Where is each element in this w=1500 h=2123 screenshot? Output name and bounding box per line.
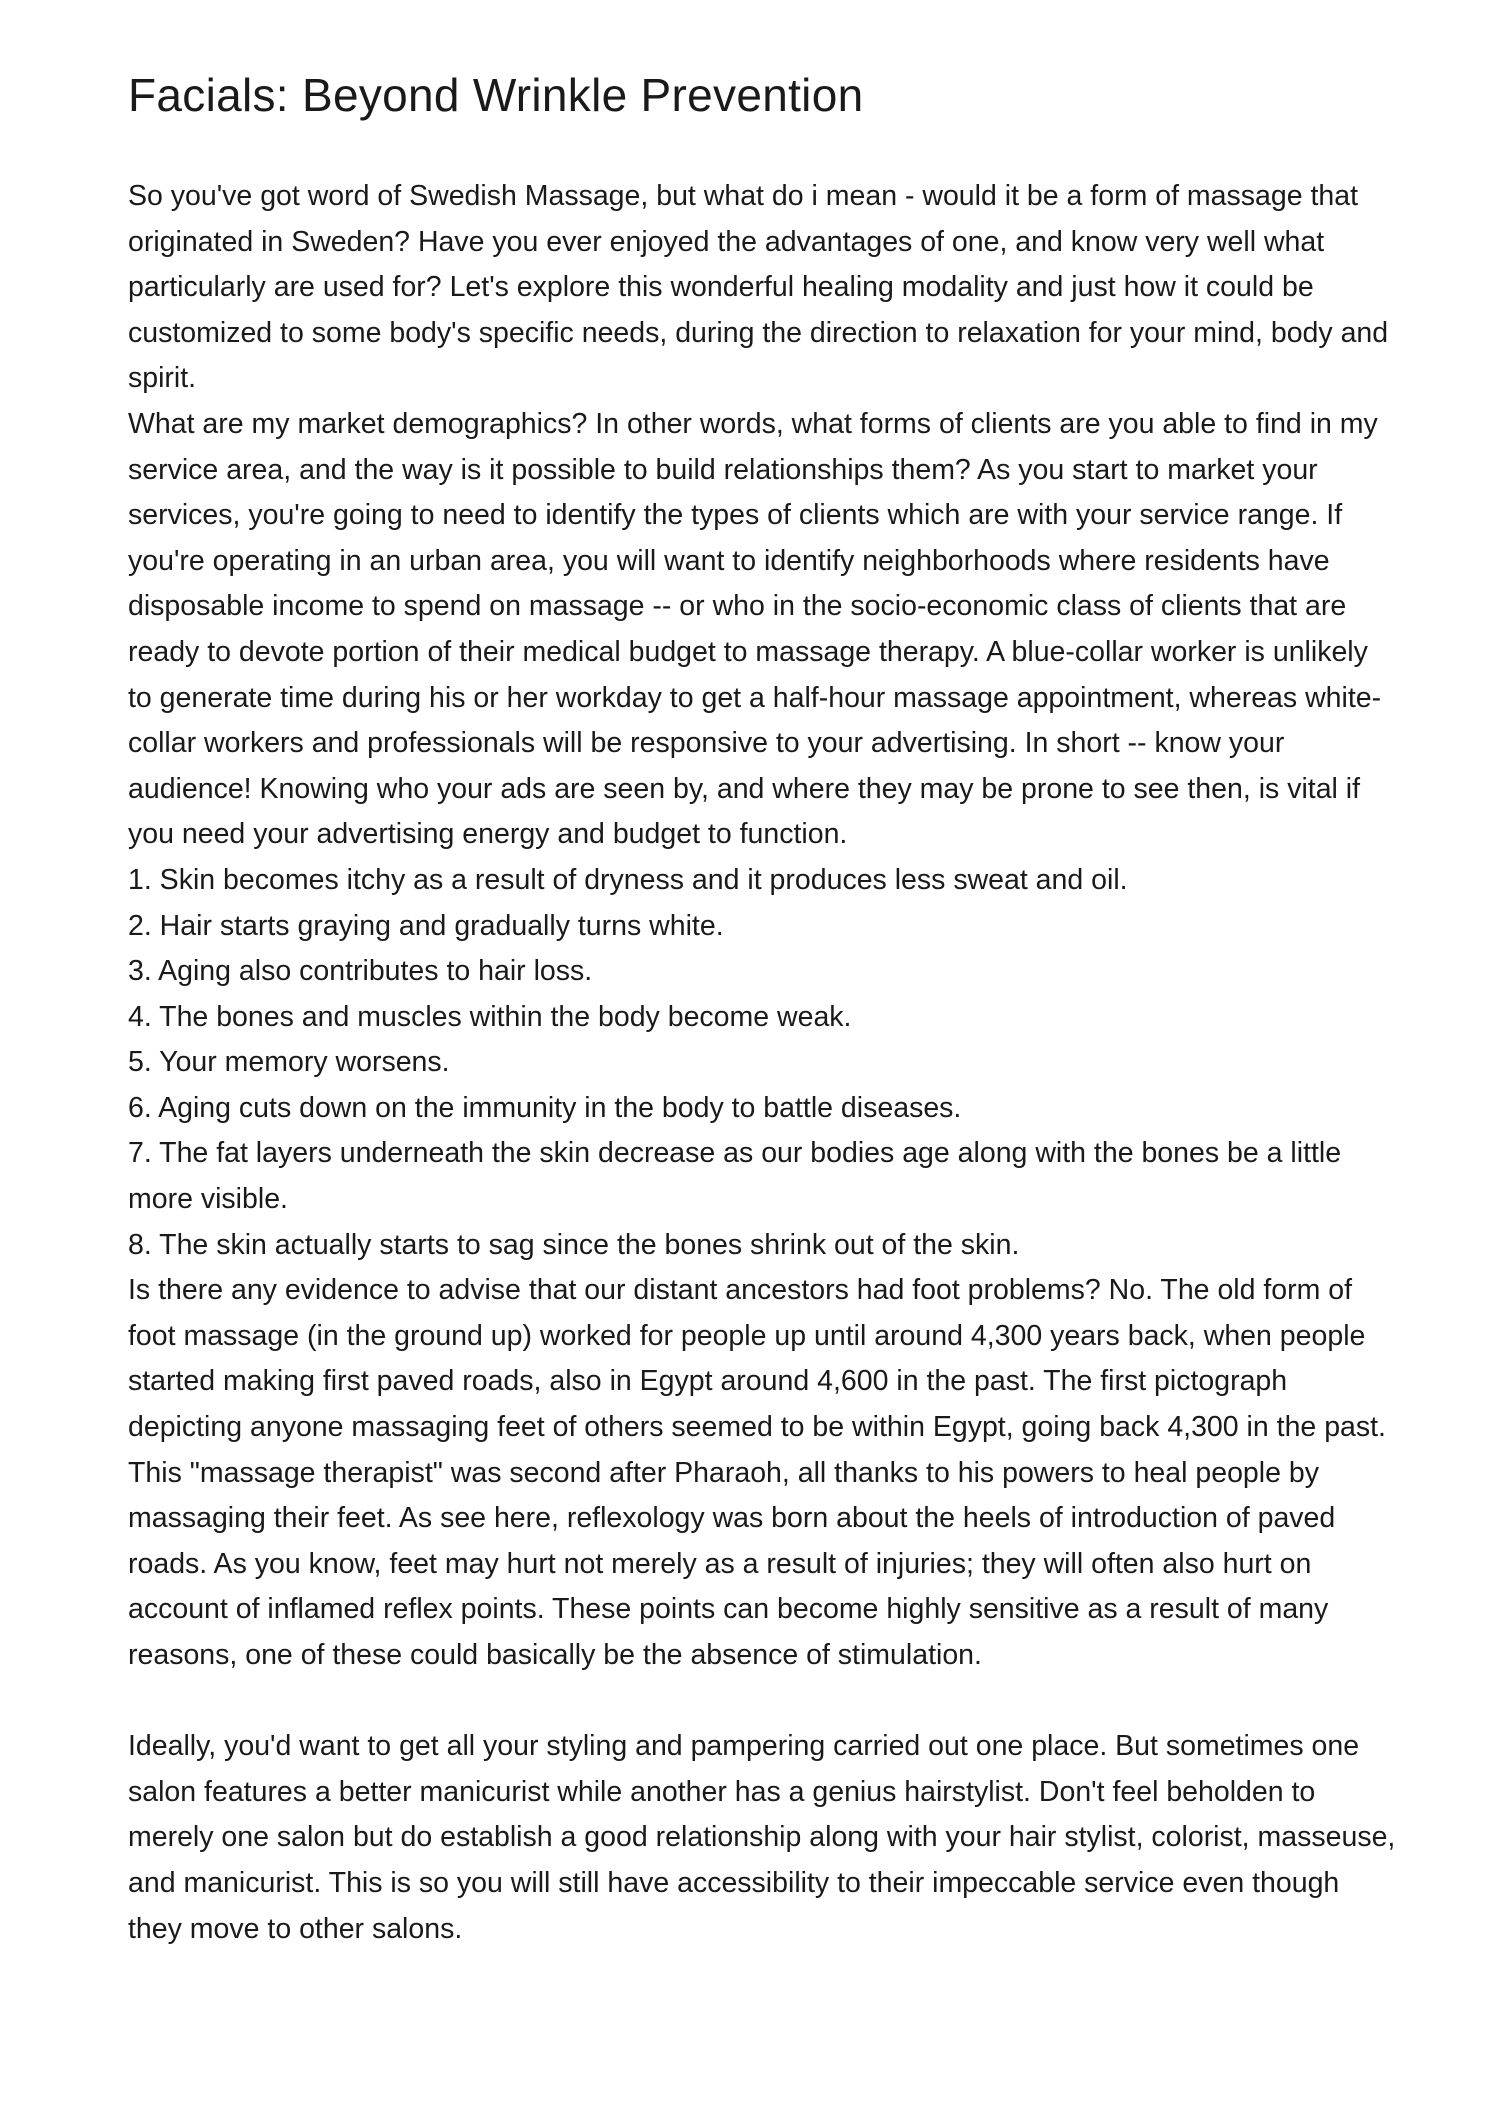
aging-effects-list — [128, 858, 1398, 1268]
paragraph-salon: Ideally, you'd want to get all your styling and pampering carried out one place. But sometimes one salon features a better manicurist while another has a genius hairstylist. Don't feel beholden to merely one salon but do establish a good relationship along with your hair stylist, colorist, masseuse, and manicurist. This is so you will still have accessibility to their impeccable service even though they move to other salons. — [128, 1730, 1396, 1945]
document-body — [128, 174, 1398, 1952]
paragraph-spacer — [128, 1679, 1398, 1725]
paragraph-demographics: What are my market demographics? In other words, what forms of clients are you able to find in my service area, and the way is it possible to build relationships them? As you start to market your services, you're going to need to identify the types of clients which are with your service range. If you're operating in an urban area, you will want to identify neighborhoods where residents have disposable income to spend on massage -- or who in the socio-economic class of clients that are ready to devote portion of their medical budget to massage therapy. A blue-collar worker is unlikely to generate time during his or her workday to get a half-hour massage appointment, whereas white-collar workers and professionals will be responsive to your advertising. In short -- know your audience! Knowing who your ads are seen by, and where they may be prone to see then, is vital if you need your advertising energy and budget to function. — [128, 407, 1382, 851]
paragraph-foot-massage: Is there any evidence to advise that our distant ancestors had foot problems? No. The old form of foot massage (in the ground up) worked for people up until around 4,300 years back, when people started making first paved roads, also in Egypt around 4,600 in the past. The first pictograph depicting anyone massaging feet of others seemed to be within Egypt, going back 4,300 in the past. This "massage therapist" was second after Pharaoh, all thanks to his powers to heal people by massaging their feet. As see here, reflexology was born about the heels of introduction of paved roads. As you know, feet may hurt not merely as a result of injuries; they will often also hurt on account of inflamed reflex points. These points can become highly sensitive as a result of many reasons, one of these could basically be the absence of stimulation. — [128, 1274, 1386, 1671]
list-item: 7. The fat layers underneath the skin decrease as our bodies age along with the bones be a little more visible. — [128, 1137, 1342, 1216]
list-item: 8. The skin actually starts to sag since the bones shrink out of the skin. — [128, 1228, 1020, 1261]
list-item: 5. Your memory worsens. — [128, 1046, 450, 1079]
list-item: 6. Aging cuts down on the immunity in the body to battle diseases. — [128, 1091, 962, 1124]
document-page — [128, 58, 1398, 1952]
paragraph-intro: So you've got word of Swedish Massage, but what do i mean - would it be a form of massage that originated in Sweden? Have you ever enjoyed the advantages of one, and know very well what particularly are used for? Let's explore this wonderful healing modality and just how it could be customized to some body's specific needs, during the direction to relaxation for your mind, body and spirit. — [128, 180, 1389, 395]
page-title: Facials: Beyond Wrinkle Prevention — [128, 69, 864, 121]
list-item: 3. Aging also contributes to hair loss. — [128, 955, 593, 988]
list-item: 4. The bones and muscles within the body become weak. — [128, 1000, 852, 1033]
list-item: 2. Hair starts graying and gradually turns white. — [128, 909, 724, 942]
list-item: 1. Skin becomes itchy as a result of dryness and it produces less sweat and oil. — [128, 863, 1128, 896]
